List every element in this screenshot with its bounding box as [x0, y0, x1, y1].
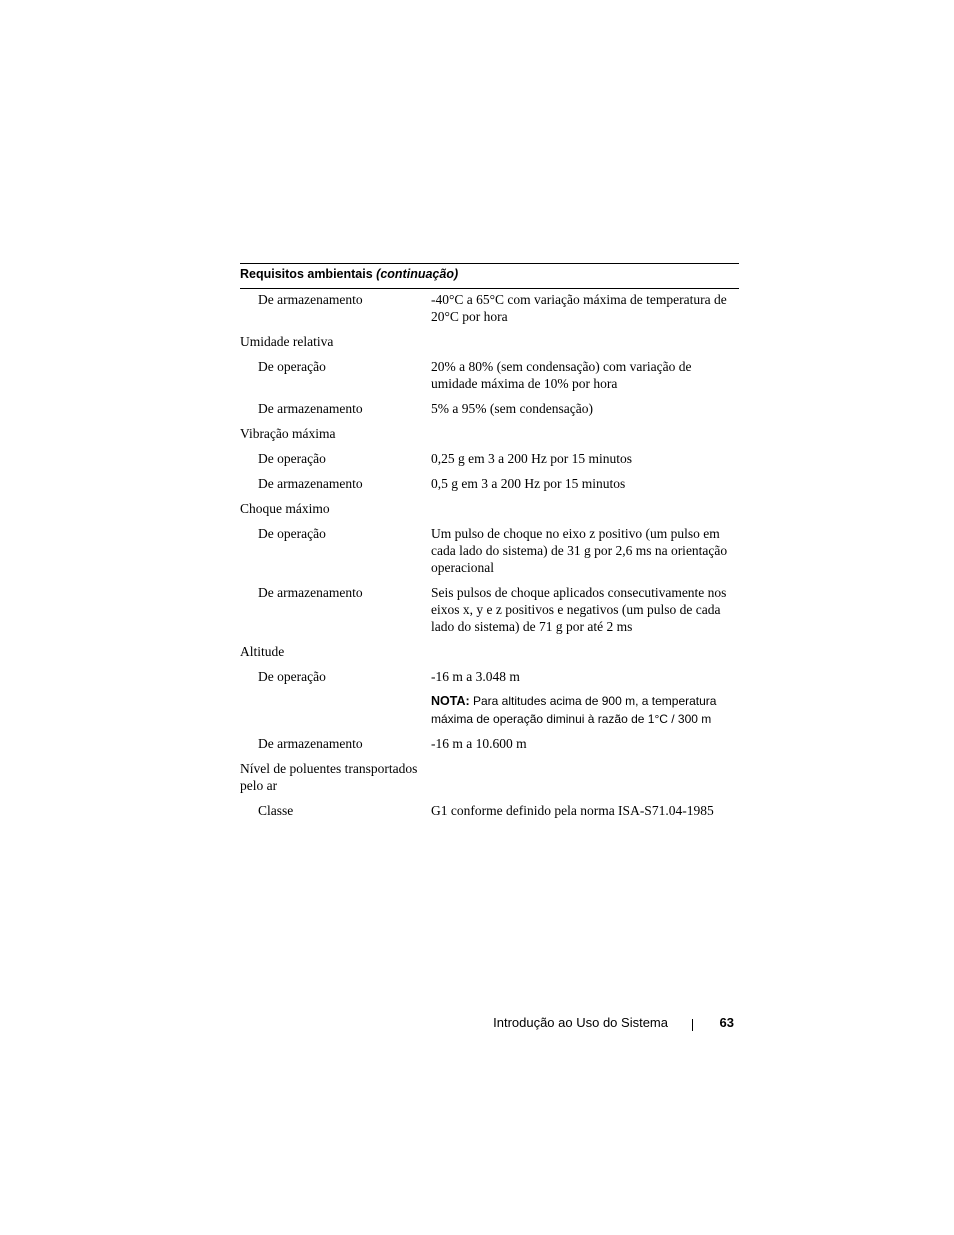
row-label: De armazenamento: [258, 292, 363, 307]
table-row: [240, 400, 739, 425]
table-row: [240, 500, 739, 525]
row-value: -40°C a 65°C com variação máxima de temperatura de 20°C por hora: [431, 292, 727, 324]
row-label: De operação: [258, 669, 326, 684]
row-value: [430, 760, 738, 794]
note-label: NOTA:: [431, 694, 470, 708]
row-label: Umidade relativa: [240, 334, 334, 349]
table-row: [240, 643, 739, 668]
row-label: Classe: [258, 803, 294, 818]
table-row: [240, 525, 739, 584]
row-value: 0,5 g em 3 a 200 Hz por 15 minutos: [431, 476, 626, 491]
row-label: Choque máximo: [240, 501, 330, 516]
table-row: [240, 333, 739, 358]
footer-separator: [692, 1019, 693, 1031]
row-value: [430, 643, 738, 660]
table-row: [240, 802, 739, 827]
row-label: De operação: [258, 451, 326, 466]
row-label: De operação: [258, 359, 326, 374]
row-label: Nível de poluentes transportados pelo ar: [240, 761, 418, 793]
row-label: De armazenamento: [258, 585, 363, 600]
page-number: 63: [719, 1015, 734, 1030]
note-text: Para altitudes acima de 900 m, a temperatura máxima de operação diminui à razão de 1°C / 300 m: [431, 694, 717, 726]
row-value: [430, 500, 738, 517]
page-footer: [480, 1015, 740, 1035]
row-label: Altitude: [240, 644, 285, 659]
table-row: [240, 291, 739, 333]
environmental-requirements-table: [240, 263, 739, 827]
table-title: Requisitos ambientais: [240, 267, 373, 281]
table-row: [240, 584, 739, 643]
row-value: 0,25 g em 3 a 200 Hz por 15 minutos: [431, 451, 632, 466]
row-label: De armazenamento: [258, 736, 363, 751]
row-label: De operação: [258, 526, 326, 541]
table-title-suffix: (continuação): [376, 267, 459, 281]
table-row: [240, 425, 739, 450]
table-body: [240, 289, 739, 693]
table-row: [240, 760, 739, 802]
row-value: 20% a 80% (sem condensação) com variação de umidade máxima de 10% por hora: [431, 359, 692, 391]
row-label: De armazenamento: [258, 476, 363, 491]
table-row: [240, 358, 739, 400]
footer-section-title: Introdução ao Uso do Sistema: [493, 1015, 668, 1030]
table-header: [240, 263, 739, 289]
table-row: [240, 450, 739, 475]
row-value: -16 m a 3.048 m: [431, 669, 520, 684]
altitude-note: [431, 692, 739, 735]
row-value: [430, 425, 738, 442]
row-value: Seis pulsos de choque aplicados consecutivamente nos eixos x, y e z positivos e negativos (um pulso de cada lado do sistema) de 71 g por até 2 ms: [431, 585, 727, 634]
row-value: 5% a 95% (sem condensação): [431, 401, 593, 416]
table-body-continued: [240, 735, 739, 827]
row-value: -16 m a 10.600 m: [431, 736, 527, 751]
table-row: [240, 475, 739, 500]
row-value: G1 conforme definido pela norma ISA-S71.04-1985: [431, 803, 714, 818]
row-label: De armazenamento: [258, 401, 363, 416]
row-value: [430, 333, 738, 350]
row-label: Vibração máxima: [240, 426, 336, 441]
table-row: [240, 668, 739, 693]
table-row: [240, 735, 739, 760]
row-value: Um pulso de choque no eixo z positivo (um pulso em cada lado do sistema) de 31 g por 2,6 ms na orientação operacional: [431, 526, 728, 575]
